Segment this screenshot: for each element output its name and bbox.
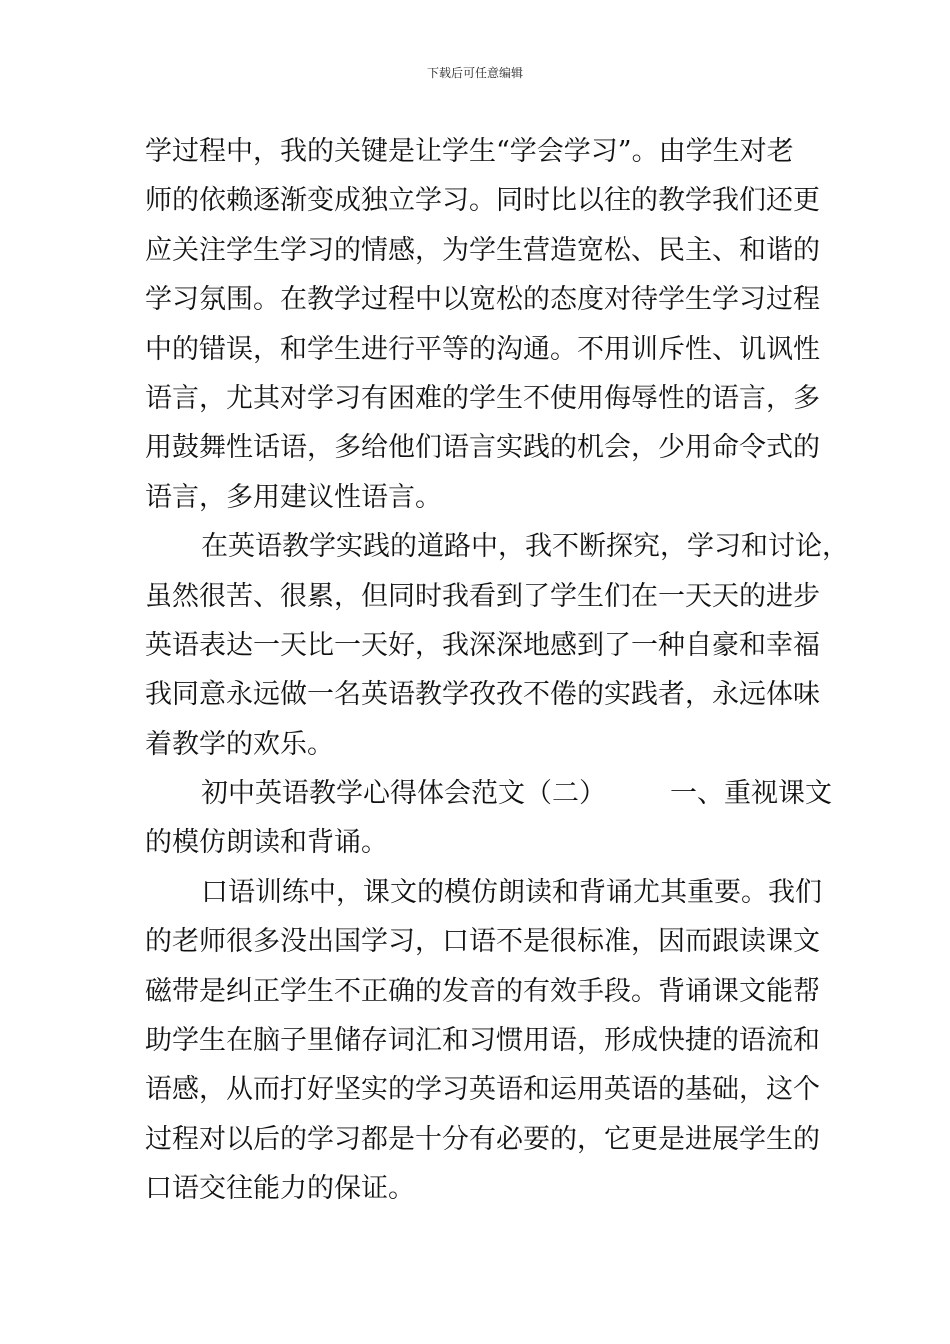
paragraph-first-line: 在英语教学实践的道路中，我不断探究，学习和讨论，: [201, 531, 849, 563]
paragraph-first-line: 口语训练中，课文的模仿朗读和背诵尤其重要。我们: [201, 876, 822, 908]
body-line: 中的错误，和学生进行平等的沟通。不用训斥性、讥讽性: [145, 333, 820, 365]
section-title-line: [145, 769, 832, 818]
body-line: 的模仿朗读和背诵。: [145, 827, 388, 859]
body-line: 虽然很苦、很累，但同时我看到了学生们在一天天的进步: [145, 580, 820, 612]
body-line: 语言，尤其对学习有困难的学生不使用侮辱性的语言，多: [145, 382, 820, 414]
body-line: 语言，多用建议性语言。: [145, 481, 442, 513]
body-line: 磁带是纠正学生不正确的发音的有效手段。背诵课文能帮: [145, 975, 820, 1007]
body-line: 英语表达一天比一天好，我深深地感到了一种自豪和幸福: [145, 629, 820, 661]
body-line: 语感，从而打好坚实的学习英语和运用英语的基础，这个: [145, 1074, 820, 1106]
section-heading-start: 一、重视课文: [670, 778, 832, 810]
body-line: 应关注学生学习的情感，为学生营造宽松、民主、和谐的: [145, 234, 820, 266]
body-line: 口语交往能力的保证。: [145, 1173, 415, 1205]
body-line: 着教学的欢乐。: [145, 728, 334, 760]
document-body: [145, 127, 849, 1214]
section-title: 初中英语教学心得体会范文（二）: [201, 778, 606, 810]
page-header: 下载后可任意编辑: [426, 66, 523, 80]
body-line: 的老师很多没出国学习，口语不是很标准，因而跟读课文: [145, 926, 820, 958]
body-line: 师的依赖逐渐变成独立学习。同时比以往的教学我们还更: [145, 185, 820, 217]
body-line: 用鼓舞性话语，多给他们语言实践的机会，少用命令式的: [145, 432, 820, 464]
body-line: 学习氛围。在教学过程中以宽松的态度对待学生学习过程: [145, 284, 820, 316]
body-line: 学过程中，我的关键是让学生“学会学习”。由学生对老: [145, 136, 794, 167]
body-line: 我同意永远做一名英语教学孜孜不倦的实践者，永远体味: [145, 679, 820, 711]
body-line: 助学生在脑子里储存词汇和习惯用语，形成快捷的语流和: [145, 1025, 820, 1057]
body-line: 过程对以后的学习都是十分有必要的，它更是进展学生的: [145, 1123, 820, 1155]
